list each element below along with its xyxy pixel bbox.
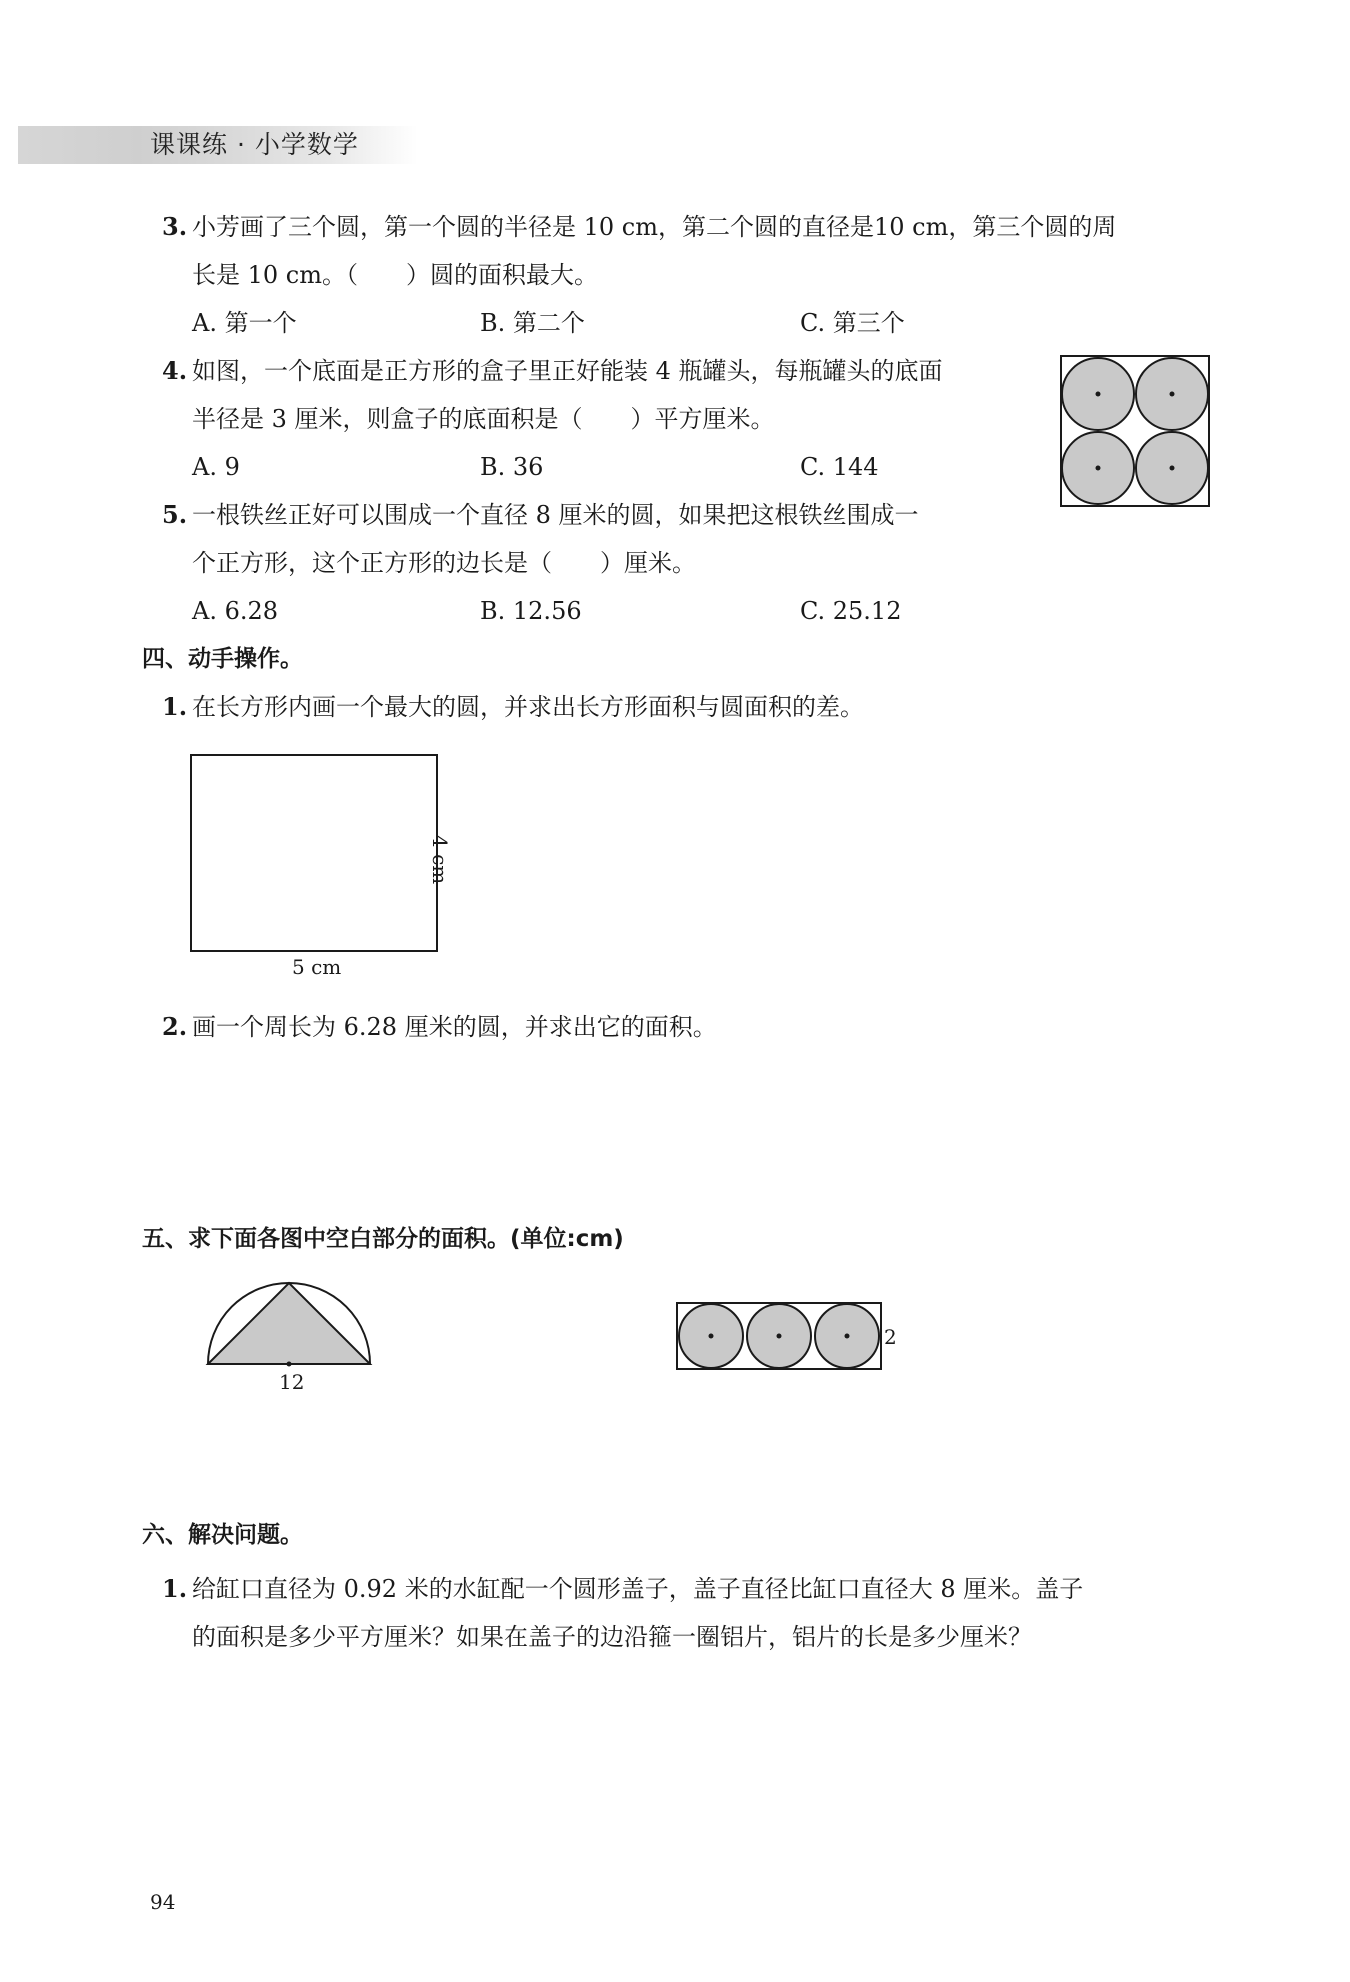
- can-center-2: [1170, 392, 1175, 397]
- three-circles-height-label: 2: [884, 1325, 897, 1349]
- s4-q1-number: 1.: [162, 692, 188, 721]
- q3-line2: 长是 10 cm。（ ）圆的面积最大。: [192, 261, 598, 289]
- circle-center-1: [709, 1334, 714, 1339]
- circle-center-2: [777, 1334, 782, 1339]
- semicircle-center: [287, 1362, 292, 1367]
- q4-line2: 半径是 3 厘米，则盒子的底面积是（ ）平方厘米。: [192, 405, 775, 433]
- can-center-3: [1096, 466, 1101, 471]
- q3-number: 3.: [162, 212, 188, 241]
- can-center-4: [1170, 466, 1175, 471]
- rect-height-label: 4 cm: [428, 835, 452, 885]
- four-cans-figure: [1060, 355, 1210, 507]
- page-number: 94: [150, 1890, 176, 1914]
- s6-q1-line2: 的面积是多少平方厘米？如果在盖子的边沿箍一圈铝片，铝片的长是多少厘米？: [192, 1623, 1032, 1651]
- q4-option-a: A. 9: [192, 453, 240, 481]
- section4-title: 四、动手操作。: [142, 646, 303, 672]
- section5-title: 五、求下面各图中空白部分的面积。(单位:cm): [142, 1226, 624, 1252]
- header-title: 课课练 · 小学数学: [150, 130, 359, 159]
- s6-q1-line1: 给缸口直径为 0.92 米的水缸配一个圆形盖子，盖子直径比缸口直径大 8 厘米。盖子: [192, 1575, 1084, 1603]
- q3-option-a: A. 第一个: [192, 309, 297, 337]
- q4-number: 4.: [162, 356, 188, 385]
- q3-option-b: B. 第二个: [480, 309, 585, 337]
- rectangle-figure: [190, 754, 440, 952]
- q5-line2: 个正方形，这个正方形的边长是（ ）厘米。: [192, 549, 696, 577]
- s4-q1-text: 在长方形内画一个最大的圆，并求出长方形面积与圆面积的差。: [192, 693, 864, 721]
- q5-option-b: B. 12.56: [480, 597, 582, 625]
- s4-q2-number: 2.: [162, 1012, 188, 1041]
- q4-option-b: B. 36: [480, 453, 544, 481]
- rect-width-label: 5 cm: [292, 955, 342, 979]
- q3-line1: 小芳画了三个圆，第一个圆的半径是 10 cm，第二个圆的直径是10 cm，第三个圆的周: [192, 213, 1117, 241]
- can-center-1: [1096, 392, 1101, 397]
- q5-option-a: A. 6.28: [192, 597, 279, 625]
- three-circles-figure: [676, 1302, 882, 1370]
- s4-q2-text: 画一个周长为 6.28 厘米的圆，并求出它的面积。: [192, 1013, 717, 1041]
- q3-option-c: C. 第三个: [800, 309, 905, 337]
- q5-number: 5.: [162, 500, 188, 529]
- q5-line1: 一根铁丝正好可以围成一个直径 8 厘米的圆，如果把这根铁丝围成一: [192, 501, 919, 529]
- q5-option-c: C. 25.12: [800, 597, 902, 625]
- q4-line1: 如图，一个底面是正方形的盒子里正好能装 4 瓶罐头，每瓶罐头的底面: [192, 357, 943, 385]
- s6-q1-number: 1.: [162, 1574, 188, 1603]
- semicircle-figure: [206, 1282, 372, 1366]
- semicircle-diameter-label: 12: [279, 1370, 305, 1394]
- rectangle-shape: [191, 755, 437, 951]
- circle-center-3: [845, 1334, 850, 1339]
- q4-option-c: C. 144: [800, 453, 879, 481]
- section6-title: 六、解决问题。: [142, 1522, 303, 1548]
